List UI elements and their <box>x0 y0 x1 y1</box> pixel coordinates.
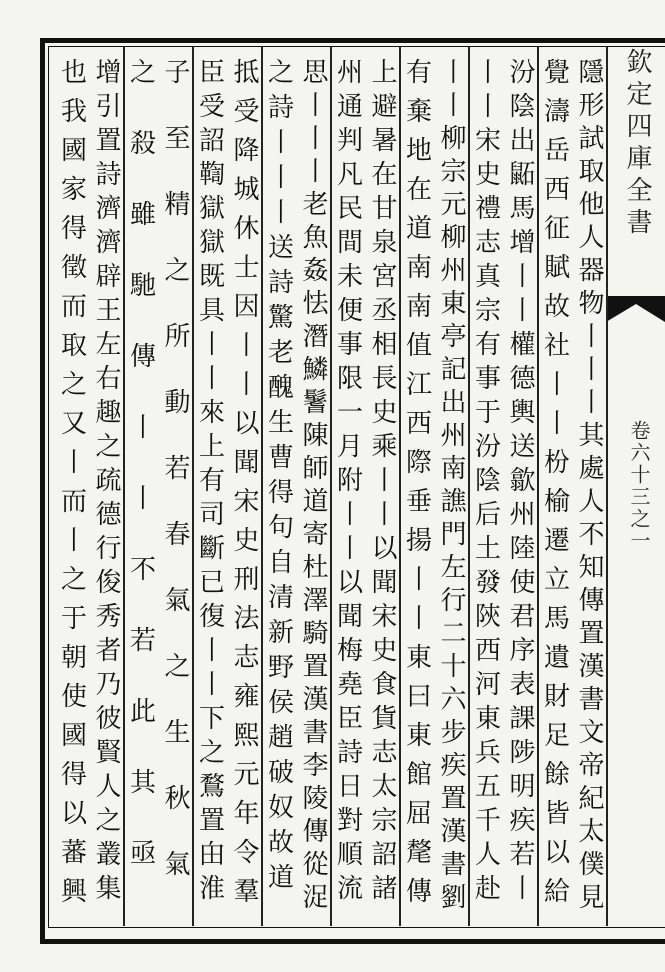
text-column: 之殺雖馳傳丨丨不若此其亟 <box>125 58 156 910</box>
text-column: 丨丨柳宗元柳州東亭記出州南譙門左行二十六步疾置漢書劉 <box>436 58 466 916</box>
text-column: 丨丨宋史禮志真宗有事于汾陰后土發陝西河東兵五千人赴 <box>470 58 501 908</box>
margin-title: 欽定四庫全書 <box>622 48 652 240</box>
text-column: 思丨丨丨老魚姦怯潛鱗鬐陳師道寄杜澤騎置漢書李陵傳從浞 <box>298 58 328 916</box>
text-column: 覺濤岳西征賦故社丨丨枌榆遷立馬遺財足餘皆以給 <box>539 58 570 916</box>
text-column: 抵受降城休士因丨丨以聞宋史刑法志雍熙元年令羣 <box>229 58 259 916</box>
text-column: 上避暑在甘泉宮丞相長史乘丨丨以聞宋史食貨志太宗詔諸 <box>367 58 397 908</box>
text-column: 臣受詔鞫獄獄既具丨丨來上有司斷已復丨丨下之鶩置甶淮 <box>194 58 225 908</box>
fishtail-mark-icon <box>606 296 665 322</box>
text-column: 有棄地在道南南值江西際垂揚丨丨東曰東館屈氂傳 <box>401 58 432 916</box>
margin-volume: 卷六十三之一 <box>627 420 651 552</box>
text-column: 也我國家得徵而取之又丨而丨之于朝使國得以蕃興 <box>56 58 87 916</box>
text-column: 子至精之所動若春氣之生秋氣 <box>160 58 190 916</box>
text-column: 增引置詩濟濟辟王左右趣之疏德行俊秀者乃彼賢人之叢集 <box>91 58 121 908</box>
text-column: 之詩丨丨丨送詩驚老醜生曹得句自清新野侯趙破奴故道 <box>263 58 294 898</box>
text-column: 汾陰出鼫馬增丨丨權德輿送歙州陸使君序表課陟明疾若丨 <box>505 58 535 908</box>
text-column: 隱形試取他人器物丨丨丨其處人不知傳置漢書文帝紀太僕見 <box>574 58 604 916</box>
column-rule <box>606 46 608 926</box>
text-column: 州通判凡民間未便事限一月附丨丨以聞梅堯臣詩日對順流 <box>332 58 363 908</box>
